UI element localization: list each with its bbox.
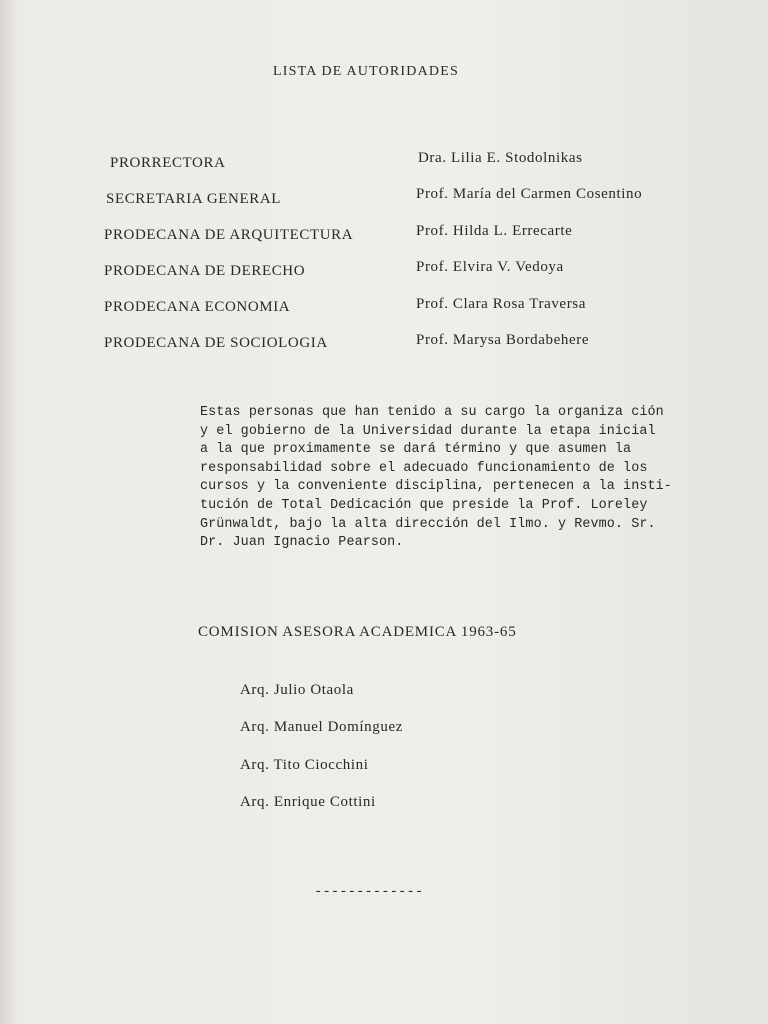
authority-person: Prof. Clara Rosa Traversa (416, 296, 586, 312)
authority-person: Prof. Hilda L. Errecarte (416, 223, 573, 239)
authority-role: PRORRECTORA (110, 155, 226, 171)
authority-role: PRODECANA ECONOMIA (104, 299, 291, 315)
paragraph-line: y el gobierno de la Universidad durante la etapa inicial (200, 423, 656, 439)
page-title: LISTA DE AUTORIDADES (273, 64, 459, 79)
authority-person: Dra. Lilia E. Stodolnikas (418, 150, 583, 166)
commission-title: COMISION ASESORA ACADEMICA 1963-65 (198, 624, 517, 640)
paragraph-line: Grünwaldt, bajo la alta dirección del Ilmo. y Revmo. Sr. (200, 516, 656, 532)
commission-member: Arq. Manuel Domínguez (240, 719, 403, 735)
authority-person: Prof. Marysa Bordabehere (416, 332, 590, 348)
paragraph-line: Estas personas que han tenido a su cargo la organiza ción (200, 405, 664, 420)
paragraph-line: a la que proximamente se dará término y que asumen la (200, 442, 632, 458)
separator-line: ------------- (314, 884, 424, 900)
authority-role: SECRETARIA GENERAL (106, 191, 282, 207)
commission-member: Arq. Julio Otaola (240, 682, 354, 698)
paragraph-line: responsabilidad sobre el adecuado funcionamiento de los (200, 460, 648, 476)
paragraph-line: cursos y la conveniente disciplina, pertenecen a la insti- (200, 479, 672, 495)
paragraph-line: Dr. Juan Ignacio Pearson. (200, 535, 404, 551)
authority-role: PRODECANA DE SOCIOLOGIA (104, 335, 328, 351)
authority-person: Prof. María del Carmen Cosentino (416, 186, 643, 202)
description-paragraph (200, 404, 680, 553)
authority-role: PRODECANA DE ARQUITECTURA (104, 227, 354, 243)
authority-role: PRODECANA DE DERECHO (104, 263, 306, 279)
authority-person: Prof. Elvira V. Vedoya (416, 259, 564, 275)
paragraph-line: tución de Total Dedicación que preside la Prof. Loreley (200, 497, 648, 513)
commission-member: Arq. Tito Ciocchini (240, 757, 369, 773)
commission-member: Arq. Enrique Cottini (240, 794, 376, 810)
